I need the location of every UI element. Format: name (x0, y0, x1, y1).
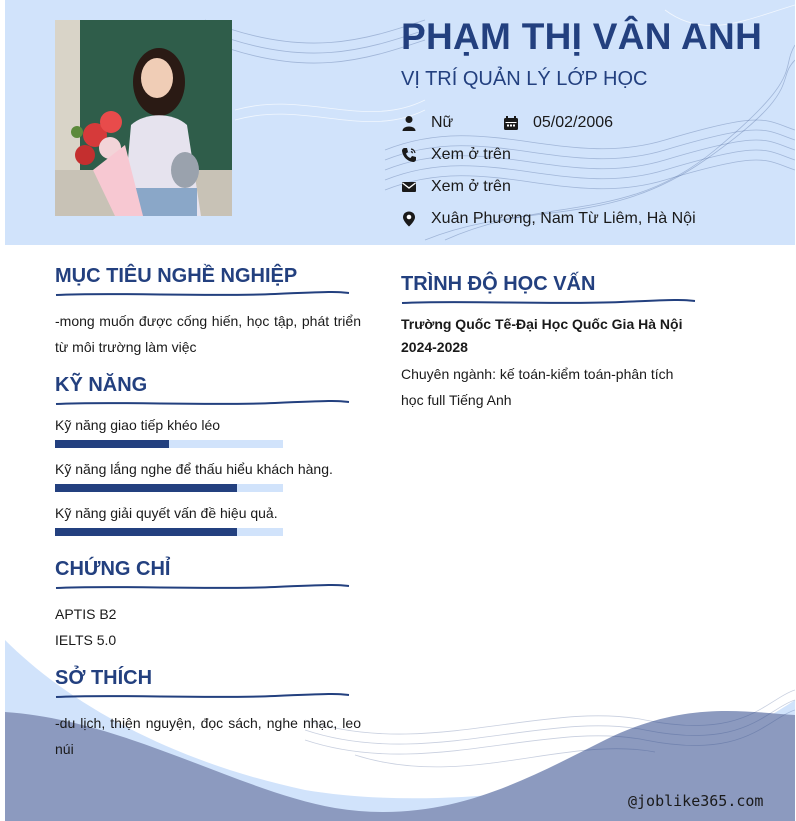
objective-title: MỤC TIÊU NGHỀ NGHIỆP (55, 265, 298, 287)
cv-header (5, 0, 795, 245)
brand-watermark: @joblike365.com (628, 792, 764, 810)
skill-level-bar (55, 484, 283, 492)
birthdate-value: 05/02/2006 (533, 114, 614, 131)
skill-level-fill (55, 484, 237, 492)
skill-name: Kỹ năng giao tiếp khéo léo (55, 417, 221, 433)
skill-level-fill (55, 528, 237, 536)
objective-section (55, 265, 361, 360)
hobbies-section (55, 667, 361, 762)
title-underline (55, 582, 351, 592)
title-underline (55, 289, 351, 299)
education-section (401, 273, 691, 413)
candidate-name: PHẠM THỊ VÂN ANH (401, 16, 763, 57)
skill-level-bar (55, 528, 283, 536)
phone-icon (401, 147, 417, 163)
title-underline (55, 691, 351, 701)
address-value: Xuân Phương, Nam Từ Liêm, Hà Nội (431, 210, 696, 227)
certificate-item: APTIS B2 (55, 606, 117, 622)
birthdate-row (503, 111, 613, 135)
calendar-icon (503, 115, 519, 131)
skill-name: Kỹ năng lắng nghe để thấu hiểu khách hàng. (55, 461, 333, 477)
phone-value: Xem ở trên (431, 146, 511, 163)
hobbies-title: SỞ THÍCH (55, 667, 153, 689)
skill-level-fill (55, 440, 169, 448)
phone-row (401, 143, 511, 167)
skills-title: KỸ NĂNG (55, 374, 148, 396)
email-value: Xem ở trên (431, 178, 511, 195)
certificates-title: CHỨNG CHỈ (55, 558, 171, 580)
education-note: học full Tiếng Anh (401, 392, 512, 408)
certificates-section (55, 558, 361, 653)
map-pin-icon (401, 211, 417, 227)
hobbies-text: -du lịch, thiện nguyện, đọc sách, nghe nhạc, leo núi (55, 715, 361, 757)
skill-item (55, 504, 361, 536)
title-underline (401, 297, 697, 307)
user-icon (401, 115, 417, 131)
skill-item (55, 416, 361, 448)
skill-name: Kỹ năng giải quyết vấn đề hiệu quả. (55, 505, 278, 521)
certificate-item: IELTS 5.0 (55, 632, 117, 648)
cv-page (5, 0, 795, 821)
study-years: 2024-2028 (401, 339, 468, 355)
skill-item (55, 460, 361, 492)
education-title: TRÌNH ĐỘ HỌC VẤN (401, 273, 596, 295)
gender-value: Nữ (431, 114, 454, 131)
major-text: Chuyên ngành: kế toán-kiểm toán-phân tích (401, 366, 674, 382)
school-name: Trường Quốc Tế-Đại Học Quốc Gia Hà Nội (401, 316, 683, 332)
profile-photo (55, 20, 232, 216)
objective-text: -mong muốn được cống hiến, học tập, phát triển từ môi trường làm việc (55, 313, 361, 355)
gender-row (401, 111, 453, 135)
title-underline (55, 398, 351, 408)
desired-position: VỊ TRÍ QUẢN LÝ LỚP HỌC (401, 68, 648, 90)
address-row (401, 207, 696, 231)
envelope-icon (401, 179, 417, 195)
email-row (401, 175, 511, 199)
skill-level-bar (55, 440, 283, 448)
skills-section (55, 374, 361, 536)
